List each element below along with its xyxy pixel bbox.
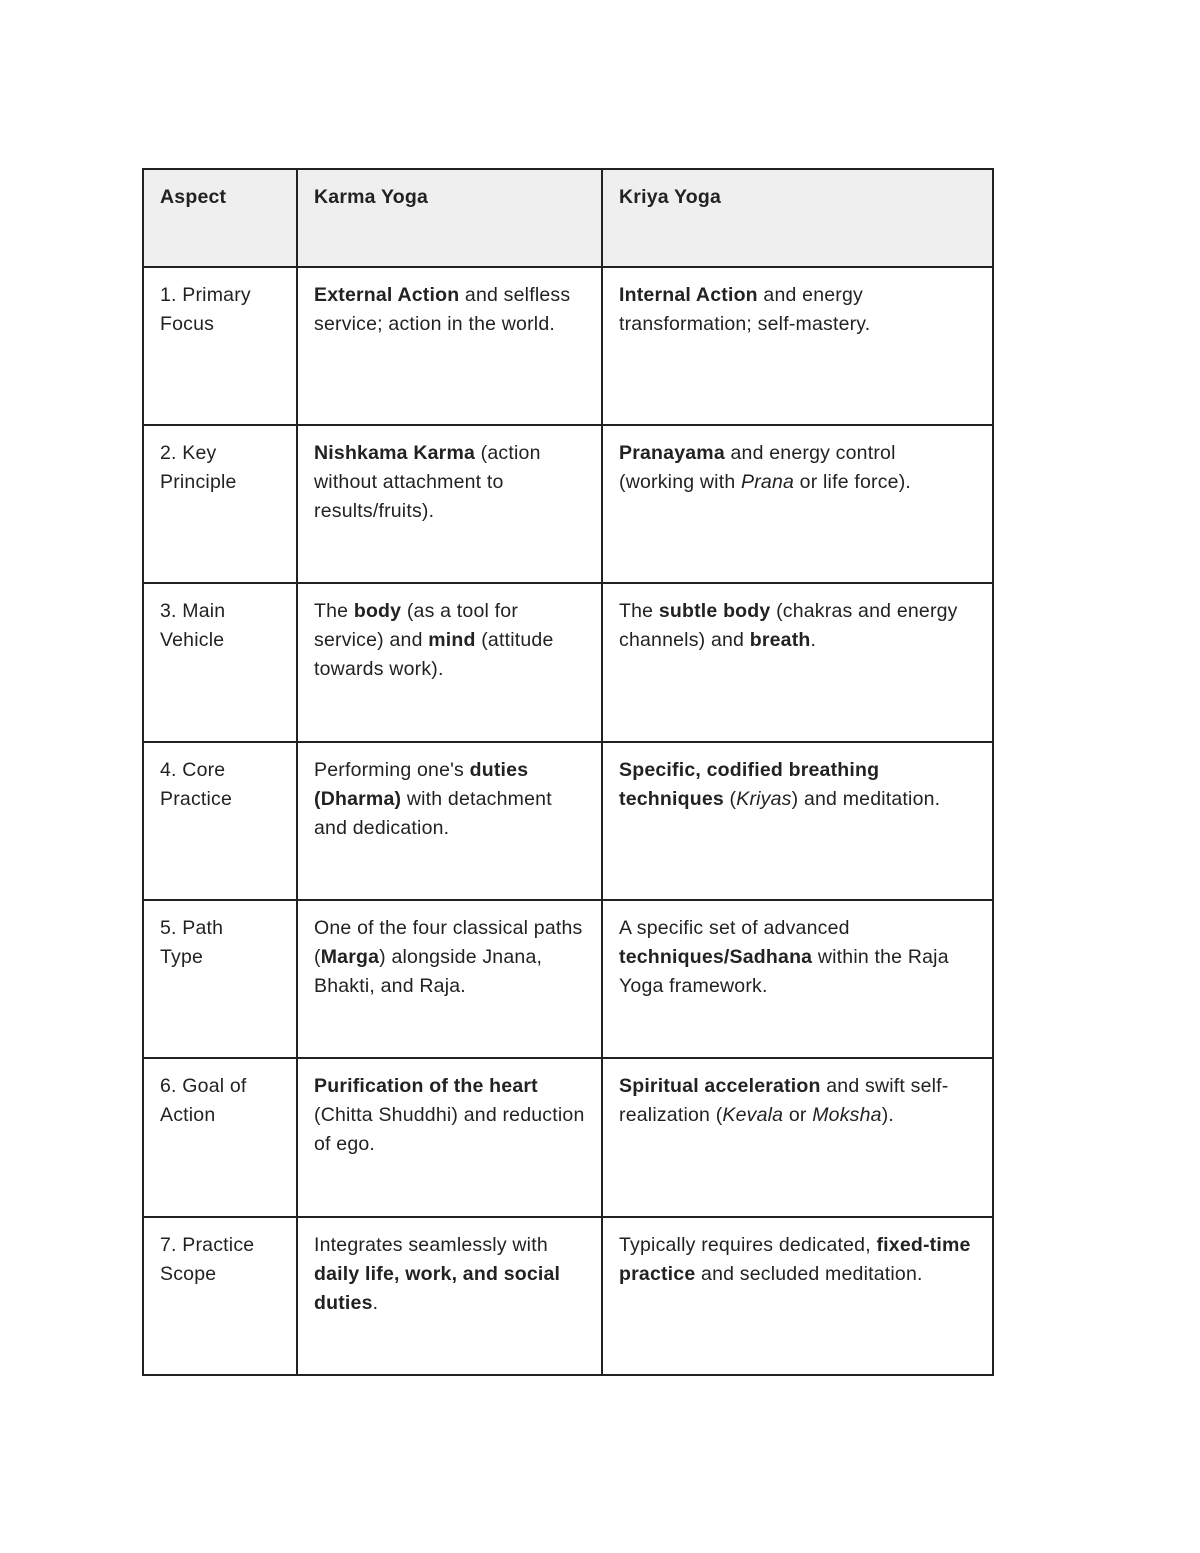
karma-text: (as a tool for service) and (314, 600, 519, 651)
kriya-cell (602, 900, 993, 1058)
aspect-line-2: Scope (160, 1263, 217, 1285)
kriya-text-2: or (783, 1104, 813, 1126)
aspect-line-2: Practice (160, 788, 233, 810)
aspect-cell (143, 267, 297, 425)
karma-bold: daily life, work, and social duties (314, 1263, 561, 1314)
header-aspect: Aspect (143, 169, 297, 267)
aspect-line-1: 5. Path (160, 917, 224, 939)
karma-cell (297, 900, 602, 1058)
header-row (143, 169, 993, 267)
aspect-line-2: Principle (160, 471, 237, 493)
kriya-text: (chakras and energy channels) and (619, 600, 958, 651)
kriya-text: ( (723, 788, 737, 810)
comparison-table (142, 168, 994, 1376)
kriya-bold: techniques/Sadhana (619, 946, 813, 968)
aspect-cell (143, 742, 297, 900)
kriya-text-0: The (619, 600, 659, 622)
karma-bold: body (353, 600, 402, 622)
aspect-cell (143, 1217, 297, 1375)
kriya-bold: Internal Action (619, 284, 758, 306)
karma-text: (Chitta Shuddhi) and reduction of ego. (314, 1104, 585, 1155)
kriya-cell (602, 1217, 993, 1375)
kriya-text: and swift self-realization ( (619, 1075, 949, 1126)
table-row (143, 1058, 993, 1217)
karma-text-0: One of the four classical paths ( (314, 917, 583, 968)
table-row (143, 425, 993, 583)
aspect-line-1: 4. Core (160, 759, 226, 781)
karma-cell (297, 425, 602, 583)
kriya-italic: Kriyas (736, 788, 792, 810)
aspect-line-1: 3. Main (160, 600, 226, 622)
karma-text: with detachment and dedication. (314, 788, 552, 839)
karma-text: . (372, 1292, 379, 1314)
kriya-cell (602, 583, 993, 742)
table-row (143, 1217, 993, 1375)
aspect-line-1: 2. Key (160, 442, 217, 464)
karma-text-0: Performing one's (314, 759, 470, 781)
karma-text-0: The (314, 600, 354, 622)
table-row (143, 583, 993, 742)
kriya-bold: fixed-time practice (619, 1234, 971, 1285)
aspect-line-1: 7. Practice (160, 1234, 255, 1256)
karma-cell (297, 583, 602, 742)
kriya-text: and secluded meditation. (695, 1263, 923, 1285)
karma-text: and selfless service; action in the world. (314, 284, 571, 335)
kriya-italic: Kevala (722, 1104, 784, 1126)
aspect-cell (143, 1058, 297, 1217)
kriya-text-0: A specific set of advanced (619, 917, 850, 939)
karma-bold-2: mind (428, 629, 476, 651)
karma-cell (297, 1217, 602, 1375)
karma-bold: Purification of the heart (314, 1075, 538, 1097)
kriya-cell (602, 267, 993, 425)
kriya-cell (602, 425, 993, 583)
kriya-text: and energy transformation; self-mastery. (619, 284, 871, 335)
aspect-cell (143, 900, 297, 1058)
aspect-line-2: Vehicle (160, 629, 225, 651)
karma-text-0: Integrates seamlessly with (314, 1234, 548, 1256)
kriya-bold: Specific, codified breathing techniques (619, 759, 880, 810)
table-row (143, 900, 993, 1058)
kriya-cell (602, 1058, 993, 1217)
karma-bold: Marga (320, 946, 380, 968)
aspect-cell (143, 583, 297, 742)
karma-text-2: (attitude towards work). (314, 629, 554, 680)
karma-cell (297, 1058, 602, 1217)
kriya-bold-2: breath (749, 629, 811, 651)
aspect-line-1: 6. Goal of (160, 1075, 247, 1097)
kriya-text: within the Raja Yoga framework. (619, 946, 949, 997)
karma-cell (297, 267, 602, 425)
karma-bold: External Action (314, 284, 460, 306)
kriya-bold: Spiritual acceleration (619, 1075, 821, 1097)
aspect-line-1: 1. Primary (160, 284, 251, 306)
header-kriya-yoga: Kriya Yoga (602, 169, 993, 267)
table-row (143, 267, 993, 425)
kriya-text-2: ) and meditation. (791, 788, 941, 810)
aspect-cell (143, 425, 297, 583)
table-row (143, 742, 993, 900)
kriya-italic: Prana (741, 471, 795, 493)
kriya-cell (602, 742, 993, 900)
kriya-text-3: ). (881, 1104, 895, 1126)
karma-bold: Nishkama Karma (314, 442, 476, 464)
aspect-line-2: Type (160, 946, 204, 968)
kriya-text-2: or life force). (794, 471, 912, 493)
kriya-bold: subtle body (658, 600, 771, 622)
kriya-italic-2: Moksha (812, 1104, 882, 1126)
kriya-text: and energy control (working with (619, 442, 896, 493)
karma-bold: duties (Dharma) (314, 759, 529, 810)
karma-cell (297, 742, 602, 900)
kriya-text-2: . (810, 629, 817, 651)
karma-text: ) alongside Jnana, Bhakti, and Raja. (314, 946, 543, 997)
aspect-line-2: Action (160, 1104, 216, 1126)
kriya-text-0: Typically requires dedicated, (619, 1234, 877, 1256)
aspect-line-2: Focus (160, 313, 215, 335)
header-karma-yoga: Karma Yoga (297, 169, 602, 267)
karma-text: (action without attachment to results/fruits). (314, 442, 541, 522)
kriya-bold: Pranayama (619, 442, 725, 464)
